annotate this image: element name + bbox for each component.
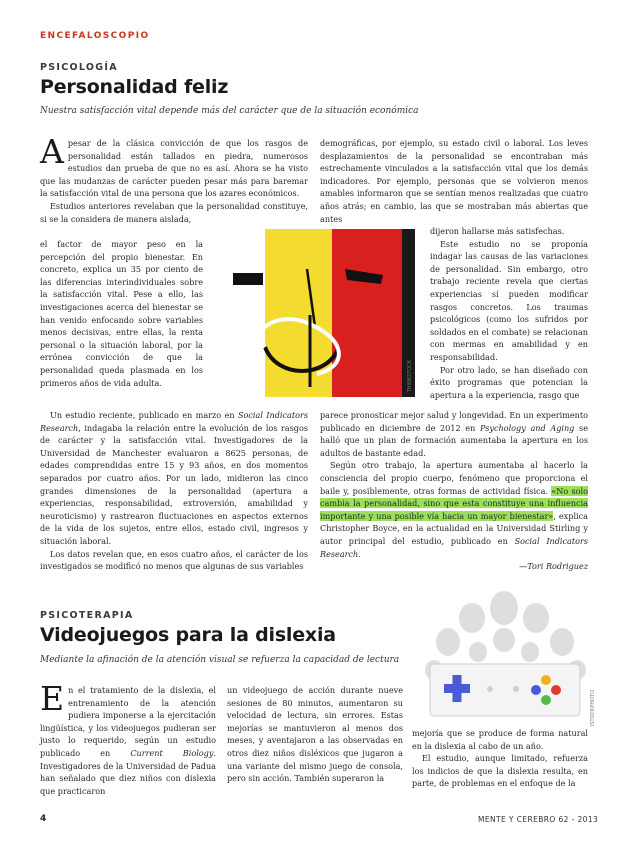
paragraph: dijeron hallarse más satisfechas. xyxy=(430,226,565,236)
paragraph-text: Según otro trabajo, la apertura aumentaba al hacerlo la consciencia del propio cuerpo, fenómeno que proporciona el baile y, posiblemente, otras formas de actividad física. xyxy=(320,460,588,496)
paragraph-text: . xyxy=(358,548,361,559)
paragraph: El estudio, aunque limitado, refuerza los indicios de que la dislexia resulta, en parte, de problemas en el enfoque de la xyxy=(412,753,588,789)
paragraph-text: . Investigadores de la Universidad de Padua han señalado que diez niños con dislexia que practicaron xyxy=(40,747,216,796)
face-white-panel xyxy=(207,229,265,397)
article2-title: Videojuegos para la dislexia xyxy=(40,624,336,646)
paragraph: el factor de mayor peso en la percepción del propio bienestar. En concreto, explica un 35 por ciento de las diferencias interindividuales sobre la satisfacción vital. Pese a ello, las investigaciones acerca del bienestar se han venido enfocando sobre variables menos decisivas, entre ellas, la renta personal o la situación laboral, por la errónea convicción de que la personalidad queda plasmada en los primeros años de vida adulta. xyxy=(40,239,203,388)
paragraph-text: se halló que un plan de formación aumentaba la apertura en los adultos de bastante edad. xyxy=(320,422,588,458)
journal-name: Psychology and Aging xyxy=(480,422,575,433)
journal-name: Current Biology xyxy=(130,747,214,758)
image-credit: ISTOCKPHOTO xyxy=(590,690,596,727)
article1-dek: Nuestra satisfacción vital depende más del carácter que de la situación económica xyxy=(40,106,419,116)
paragraph: Este estudio no se proponía indagar las causas de las variaciones de personalidad. Sin embargo, otro trabajo reciente revela que ciertas experiencias sí pueden modificar rasgos concretos. Los traumas psicológicos (como los sufridos por soldados en el combate) se relacionan con mermas en amabilidad y en responsabilidad. xyxy=(430,238,588,362)
red-button xyxy=(551,685,561,695)
paragraph-text: parece pronosticar mejor salud y longevidad. En un experimento publicado en diciembre de 2012 en xyxy=(320,410,588,433)
article1-col2-narrow xyxy=(430,225,588,401)
controller-drawing xyxy=(412,590,592,722)
paragraph-text: Un estudio reciente, publicado en marzo en xyxy=(50,410,238,420)
article2-col2 xyxy=(227,684,403,785)
paragraph-text: n el tratamiento de la dislexia, el entrenamiento de la atención pudiera imponerse a la ejercitación lingüística, y los videojuegos pudieran ser justo lo requerido, según un estudio publicado en xyxy=(40,685,216,758)
left-eye xyxy=(233,273,263,285)
byline: —Tori Rodriguez xyxy=(519,561,588,572)
journal-name: Social Indicators Research xyxy=(40,410,308,433)
dropcap: E xyxy=(40,679,65,718)
select-button xyxy=(487,686,493,692)
paragraph: demográficas, por ejemplo, su estado civil o laboral. Los leves desplazamientos de la personalidad se encontraban más estrechamente vinculados a la satisfacción vital que los demás indicadores. Por ejemplo, personas que se volvieron menos amables informaron que se sentían menos realizadas que cuatro años atrás; en cambio, las que se mostraban más abiertas que antes xyxy=(320,138,588,224)
dropcap: A xyxy=(40,132,64,171)
magazine-footer: MENTE Y CEREBRO 62 - 2013 xyxy=(478,815,599,824)
article2-col1 xyxy=(40,679,216,797)
section-kicker: ENCEFALOSCOPIO xyxy=(40,31,150,41)
article1-section-label: PSICOLOGÍA xyxy=(40,62,118,73)
article2-dek: Mediante la afinación de la atención visual se refuerza la capacidad de lectura xyxy=(40,655,400,665)
game-controller-illustration xyxy=(412,590,592,722)
paragraph: pesar de la clásica convicción de que los rasgos de personalidad están tallados en piedra, numerosos estudios dan prueba de que no es así. Ahora se ha visto que las mudanzas de carácter pueden pesar más para baremar la satisfacción vital de una persona que los azares económicos. xyxy=(40,138,308,199)
paragraph: mejoría que se produce de forma natural en la dislexia al cabo de un año. xyxy=(412,728,588,751)
blue-button xyxy=(531,685,541,695)
article1-col1-bottom xyxy=(40,409,308,573)
face-red-panel xyxy=(332,229,402,397)
page-number: 4 xyxy=(40,814,47,824)
face-drawing xyxy=(207,229,415,397)
paragraph-text: , indagaba la relación entre la evolución de los rasgos de carácter y la satisfacción vital. Investigadores de la Universidad de Manchester evaluaron a 8625 personas, de edades comprendidas entre 15 y 93 años, en dos momentos separados por cuatro años. Por un lado, midieron las cinco grandes dimensiones de la personalidad (apertura a experiencias, responsabilidad, extroversión, amabilidad y neuroticismo) y rastrearon fluctuaciones en aspectos externos de la vida de los sujetos, entre ellos, estado civil, ingresos y situación laboral. xyxy=(40,422,308,546)
journal-name: Social Indicators Research xyxy=(320,535,589,559)
start-button xyxy=(513,686,519,692)
paragraph-text: , explica Christopher Boyce, en la actualidad en la Universidad Stirling y autor principal del estudio, publicado en xyxy=(320,510,589,546)
article1-col1-narrow xyxy=(40,238,203,389)
happy-face-illustration xyxy=(207,229,415,397)
paragraph: un videojuego de acción durante nueve sesiones de 80 minutos, aumentaron su velocidad de lectura, sin errores. Estas mejorías se mantuvieron al menos dos meses, y aventajaron a las observadas en otros diez niños disléxicos que jugaron a una variante del mismo juego de consola, pero sin acción. También superaron la xyxy=(227,685,403,784)
article1-col1-top xyxy=(40,132,308,225)
green-button xyxy=(541,695,551,705)
paragraph: Los datos revelan que, en esos cuatro años, el carácter de los investigados se modificó no menos que algunas de sus variables xyxy=(40,548,308,572)
article2-section-label: PSICOTERAPIA xyxy=(40,610,134,621)
article1-title: Personalidad feliz xyxy=(40,76,229,98)
paragraph: Por otro lado, se han diseñado con éxito programas que potencian la apertura a la experiencia, rasgo que xyxy=(430,364,588,400)
yellow-button xyxy=(541,675,551,685)
article1-col2-top xyxy=(320,137,588,225)
image-credit: THINKSTOCK xyxy=(407,360,413,393)
highlighted-quote: «No solo cambia la personalidad, sino que esta constituye una influencia importante y una posible vía hacia un mayor bienestar» xyxy=(320,485,588,521)
article2-col3 xyxy=(412,727,588,790)
article1-col2-bottom xyxy=(320,409,588,573)
paragraph: Estudios anteriores revelaban que la personalidad constituye, si se la considera de manera aislada, xyxy=(40,200,308,224)
